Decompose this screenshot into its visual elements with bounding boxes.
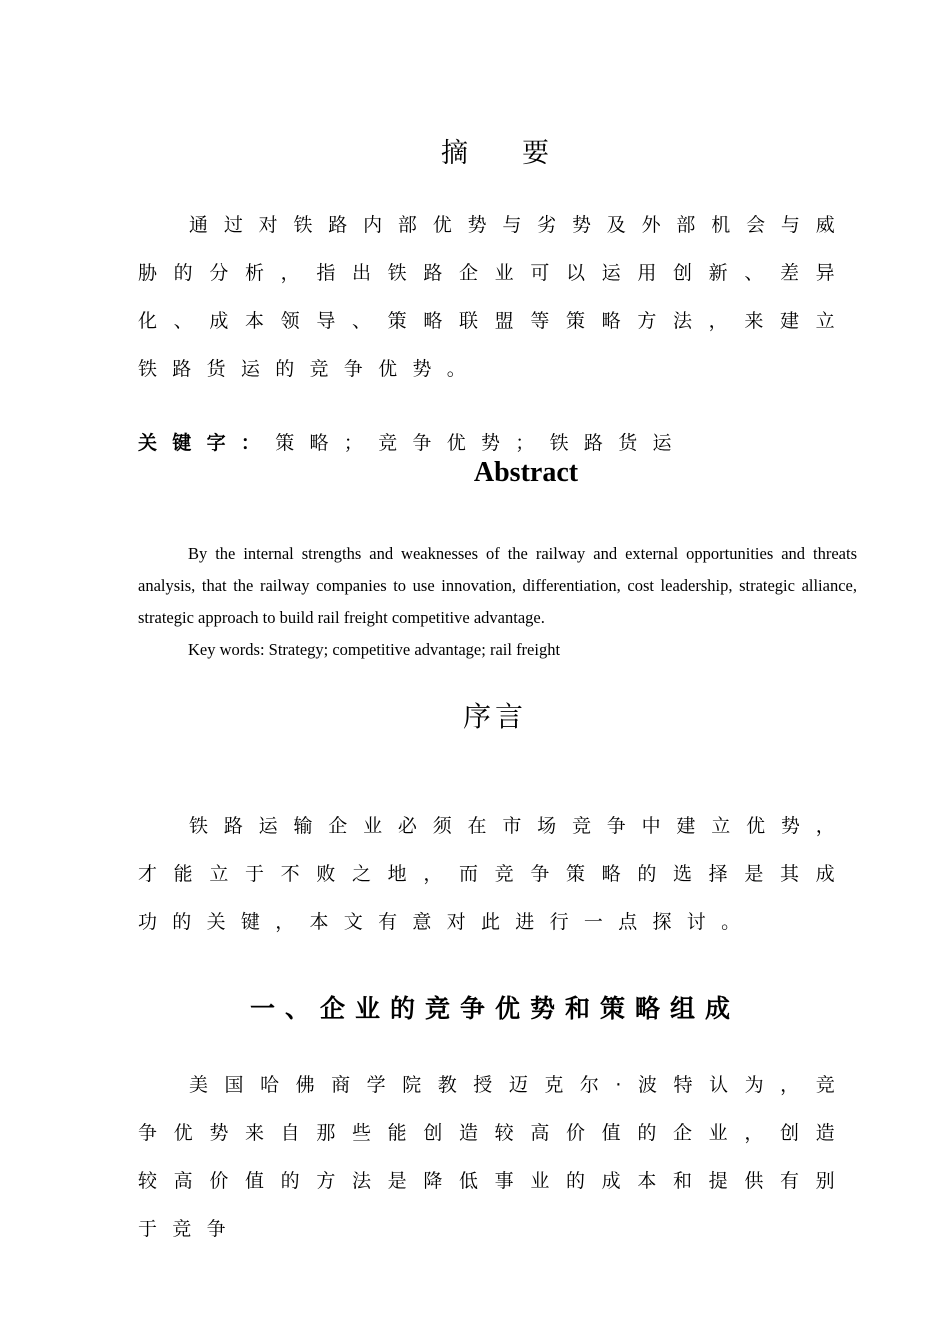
abstract-en-keywords: Key words: Strategy; competitive advantage; rail freight bbox=[188, 640, 561, 659]
abstract-cn-title: 摘 要 bbox=[441, 138, 549, 169]
abstract-cn-keywords-line bbox=[138, 428, 687, 455]
section-1-body: 美国哈佛商学院教授迈克尔·波特认为，竞争优势来自那些能创造较高价值的企业，创造较高价值的方法是降低事业的成本和提供有别于竞争 bbox=[138, 1074, 850, 1240]
abstract-en-title: Abstract bbox=[473, 457, 579, 488]
section-1-heading: 一、企业的竞争优势和策略组成 bbox=[249, 994, 740, 1023]
abstract-cn-body: 通过对铁路内部优势与劣势及外部机会与威胁的分析，指出铁路企业可以运用创新、差异化、成本领导、策略联盟等策略方法，来建立铁路货运的竞争优势。 bbox=[138, 214, 850, 380]
abstract-en-body: By the internal strengths and weaknesses of the railway and external opportunities and threats analysis, that the railway companies to use innovation, differentiation, cost leadership, strategic alliance, strategic approach to build rail freight competitive advantage. bbox=[138, 544, 857, 627]
keywords-label: 关键字： bbox=[138, 432, 276, 454]
preface-title: 序言 bbox=[462, 700, 527, 733]
keywords-value: 策略；竞争优势；铁路货运 bbox=[275, 432, 687, 454]
preface-body: 铁路运输企业必须在市场竞争中建立优势，才能立于不败之地，而竞争策略的选择是其成功的关键，本文有意对此进行一点探讨。 bbox=[138, 815, 850, 933]
